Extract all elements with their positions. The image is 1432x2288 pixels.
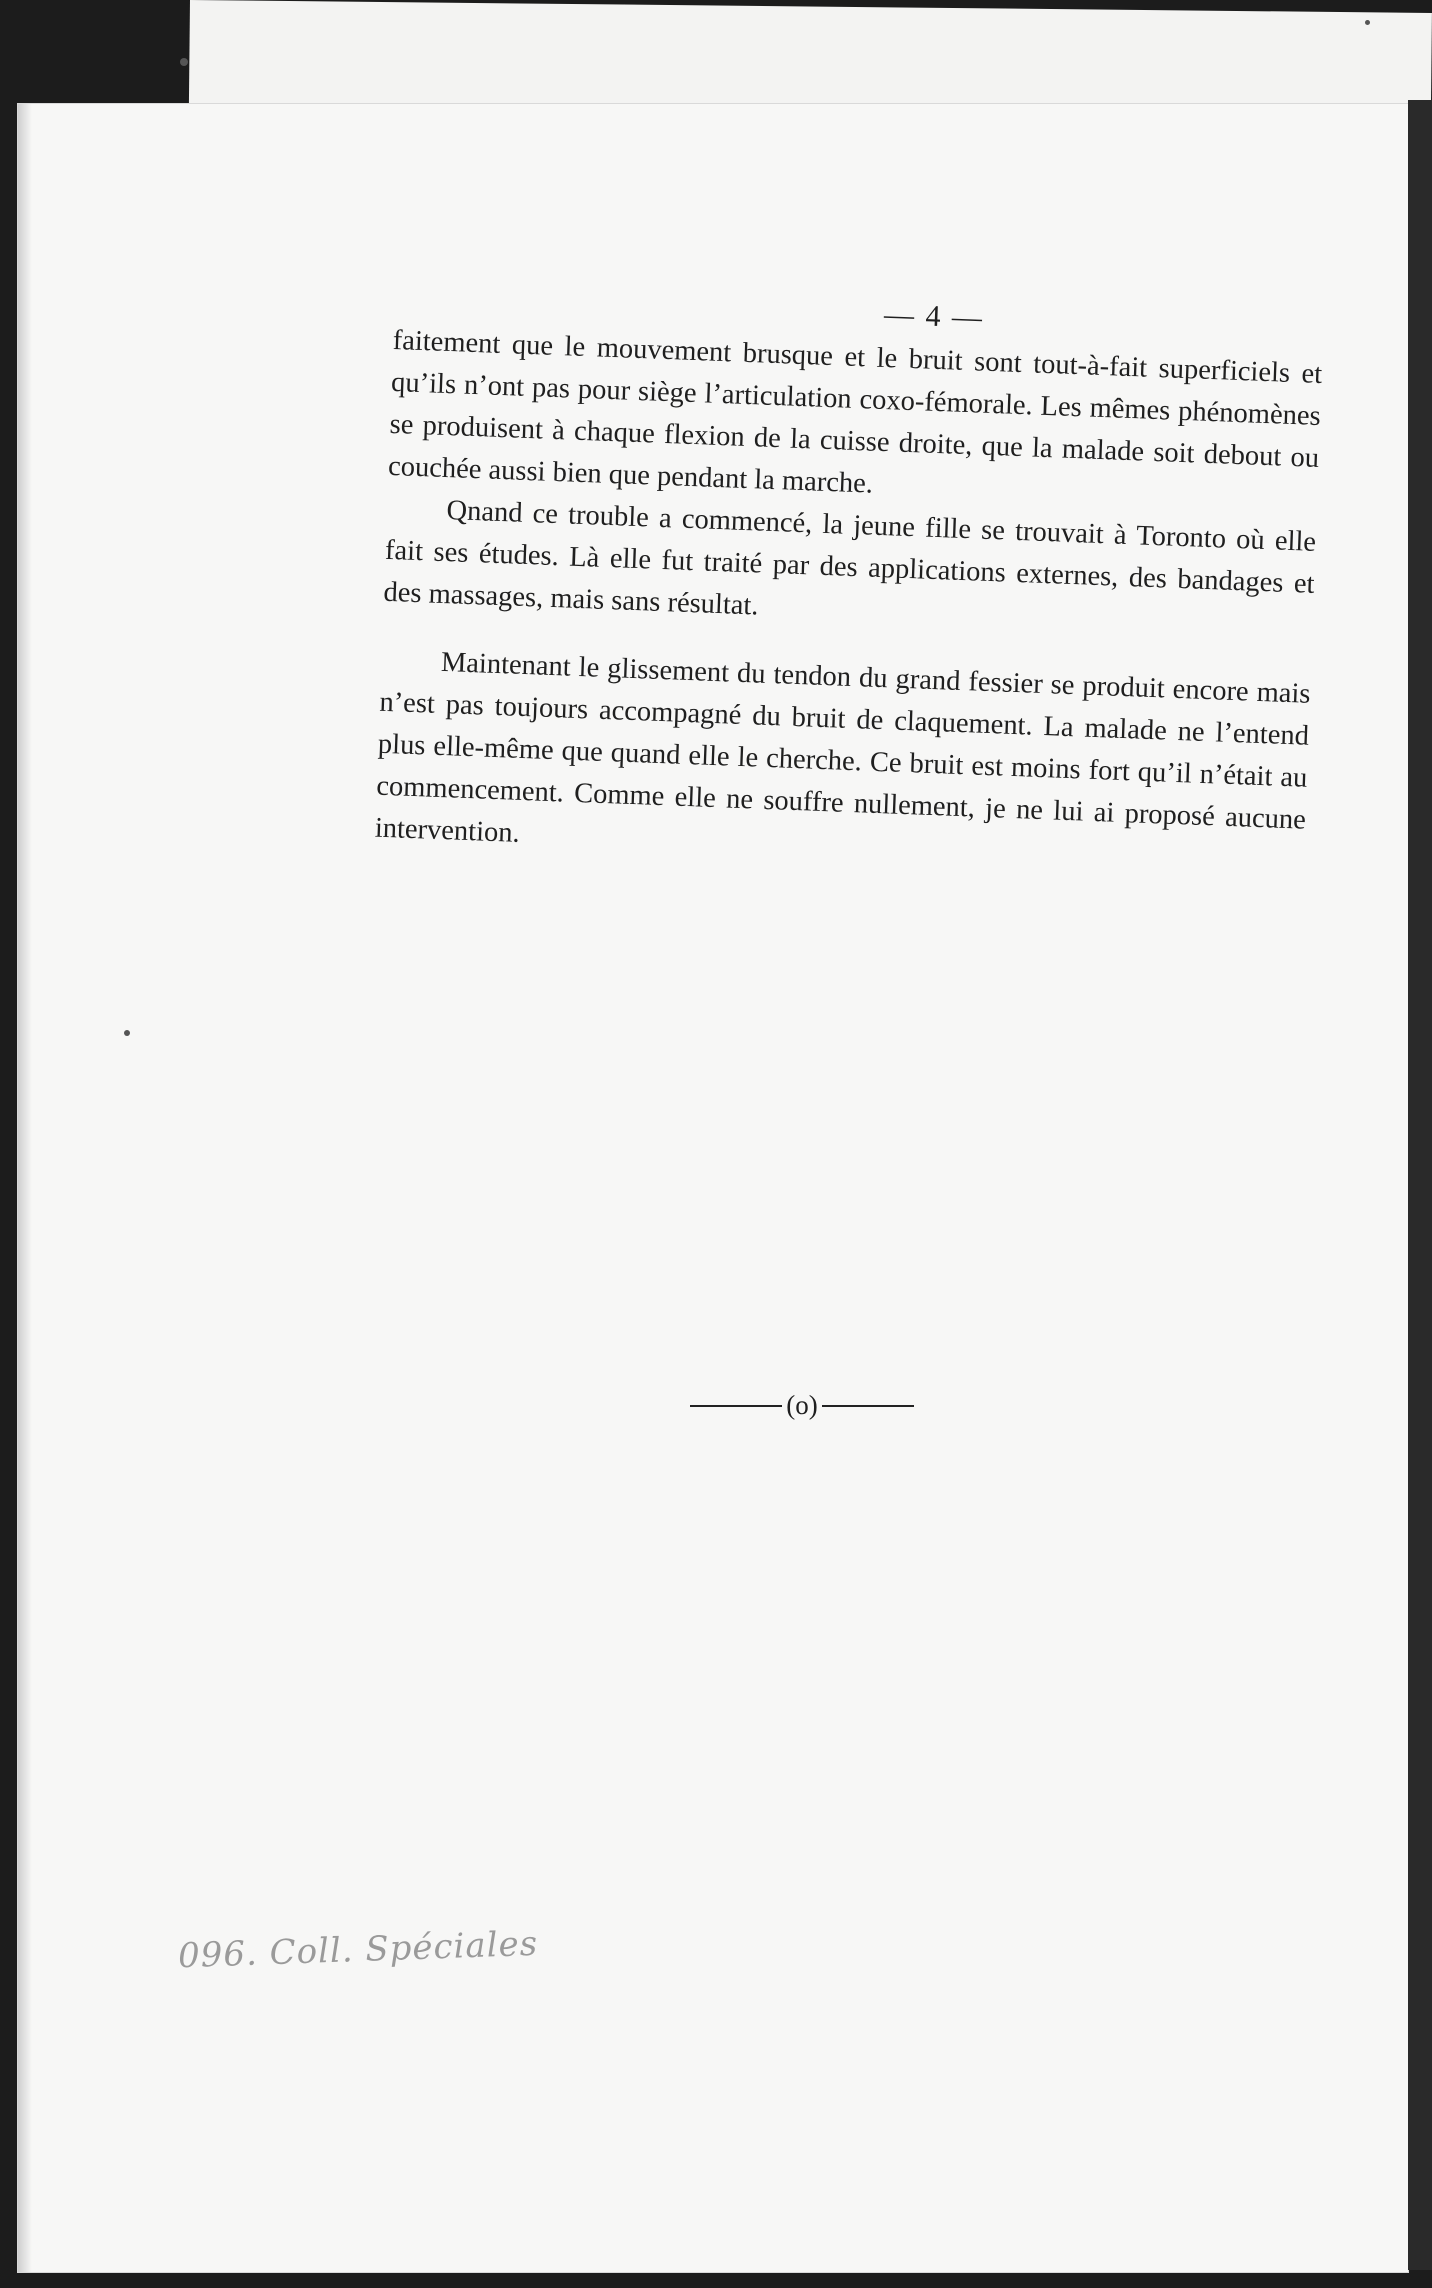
handwritten-note: 096. Coll. Spéciales <box>177 1923 539 1977</box>
separator-rule-left <box>690 1405 782 1407</box>
page-left-edge <box>18 104 32 2272</box>
end-separator <box>690 1390 914 1421</box>
separator-rule-right <box>822 1405 914 1407</box>
page-text <box>374 280 1324 884</box>
dust-speck <box>124 1030 130 1036</box>
separator-mark: (o) <box>786 1390 818 1420</box>
page-number: — 4 — <box>883 297 985 335</box>
paragraph-1: faitement que le mouvement brusque et le bruit sont tout-à-fait superficiels et qu’ils n’ont pas pour siège l’articulation coxo-fémorale. Les mêmes phénomènes se produisent à chaque flexion de la cuisse droite, que la malade soit debout ou couchée aussi bien que pendant la marche. <box>387 324 1323 500</box>
dust-speck <box>1365 20 1370 25</box>
dust-speck <box>180 58 188 66</box>
scan-background-right <box>1408 100 1432 2270</box>
paragraph-3: Maintenant le glissement du tendon du grand fessier se produit encore mais n’est pas toujours accompagné du bruit de claquement. La malade ne l’entend plus elle-même que quand elle le cherche. Ce bruit est moins fort qu’il n’était au commencement. Comme elle ne souffre nullement, je ne lui ai proposé aucune intervention. <box>374 646 1312 849</box>
paragraph-2: Qnand ce trouble a commencé, la jeune fille se trouvait à Toronto où elle fait ses études. Là elle fut traité par des applications externes, des bandages et des massages, mais sans résultat. <box>382 495 1317 622</box>
